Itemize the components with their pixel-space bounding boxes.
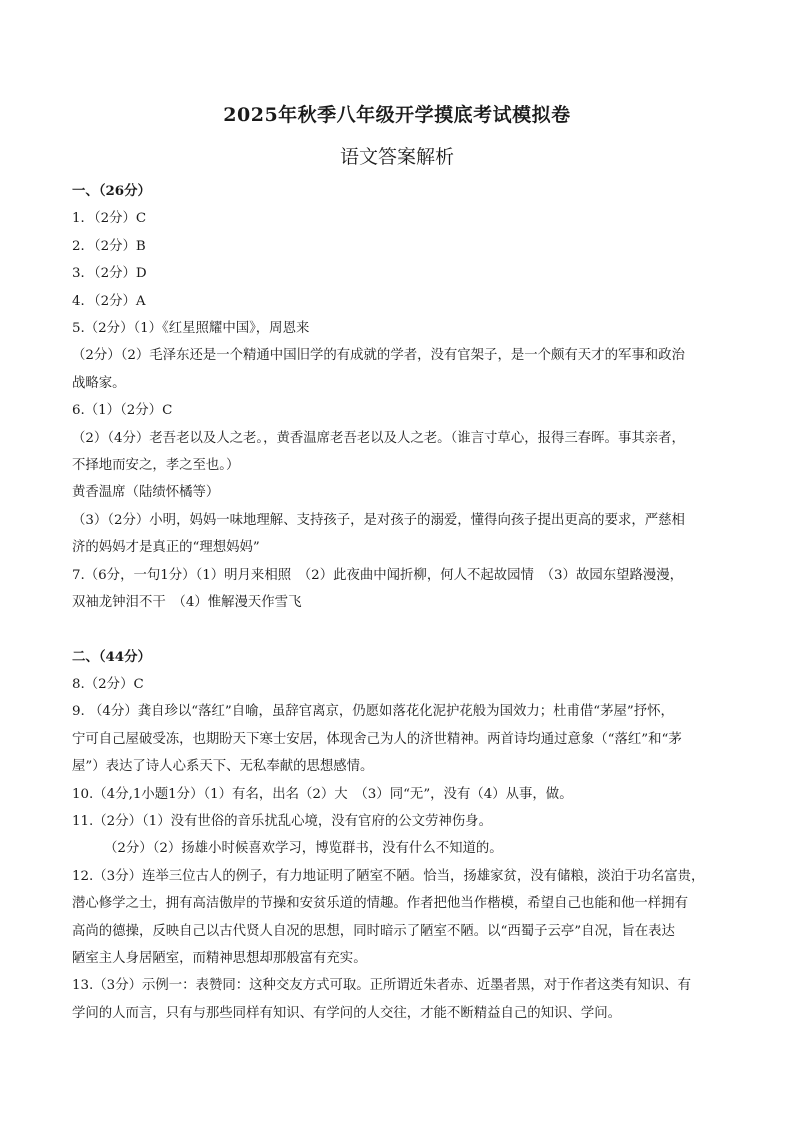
text-line: 战略家。 [72, 375, 126, 391]
answer-q5-part2 [72, 342, 732, 397]
answer-q11-part2: （2分）（2）扬雄小时候喜欢学习，博览群书，没有什么不知道的。 [104, 841, 503, 857]
answer-q6-example: 黄香温席（陆绩怀橘等） [72, 485, 220, 501]
answer-content [72, 178, 732, 1027]
answer-q1: 1．（2分）C [72, 211, 147, 227]
answer-q10: 10.（4分,1小题1分）（1）有名，出名（2）大 （3）同“无”，没有（4）从事，做。 [72, 786, 573, 802]
document-subtitle: 语文答案解析 [339, 146, 454, 168]
text-line: （2分）（2）毛泽东还是一个精通中国旧学的有成就的学者，没有官架子，是一个颇有天才的军事和政治 [72, 348, 685, 364]
text-line: （2）（4分）老吾老以及人之老。，黄香温席老吾老以及人之老。（谁言寸草心，报得三春晖。事其亲者， [72, 430, 685, 446]
text-line: 7.（6分，一句1分）（1）明月来相照 （2）此夜曲中闻折柳，何人不起故园情 （3）故园东望路漫漫， [72, 567, 684, 583]
answer-q8: 8.（2分）C [72, 676, 144, 692]
answer-q6-part2 [72, 425, 732, 480]
text-line: 高尚的德操，反映自己以古代贤人自况的思想，同时暗示了陋室不陋。以“西蜀子云亭”自况，旨在表达 [72, 923, 675, 939]
answer-q12 [72, 863, 732, 973]
text-line: 屋”）表达了诗人心系天下、无私奉献的思想感情。 [72, 759, 374, 775]
document-title: 2025年秋季八年级开学摸底考试模拟卷 [223, 104, 571, 126]
text-line: 9. （4分）龚自珍以“落红”自喻，虽辞官离京，仍愿如落花化泥护花般为国效力；杜甫借“茅屋”抒怀， [72, 704, 674, 720]
answer-q6-part1: 6.（1）（2分）C [72, 403, 173, 419]
text-line: 宁可自己屋破受冻，也期盼天下寒士安居，体现舍己为人的济世精神。两首诗均通过意象（“落红”和“茅 [72, 731, 682, 747]
answer-q7 [72, 562, 732, 617]
text-line: （3）（2分）小明，妈妈一味地理解、支持孩子，是对孩子的溺爱，懂得向孩子提出更高的要求，严慈相 [72, 512, 685, 528]
text-line: 不择地而安之，孝之至也。） [72, 458, 240, 474]
answer-q2: 2．（2分）B [72, 238, 146, 254]
answer-q11-part1: 11.（2分）（1）没有世俗的音乐扰乱心境，没有官府的公文劳神伤身。 [72, 813, 492, 829]
text-line: 13.（3分）示例一：表赞同：这种交友方式可取。正所谓近朱者赤、近墨者黑，对于作者这类有知识、有 [72, 978, 691, 994]
text-line: 双袖龙钟泪不干 （4）惟解漫天作雪飞 [72, 595, 302, 611]
text-line: 12.（3分）连举三位古人的例子，有力地证明了陋室不陋。恰当，扬雄家贫，没有储粮，淡泊于功名富贵， [72, 868, 705, 884]
answer-q13 [72, 972, 732, 1027]
section-spacer [72, 617, 732, 644]
text-line: 潜心修学之士，拥有高洁傲岸的节操和安贫乐道的情趣。作者把他当作楷模，希望自己也能和他一样拥有 [72, 896, 688, 912]
section-1-heading: 一、（26分） [72, 183, 151, 199]
answer-q5-part1: 5.（2分）（1）《红星照耀中国》，周恩来 [72, 321, 310, 337]
answer-q3: 3．（2分）D [72, 266, 147, 282]
text-line: 济的妈妈才是真正的“理想妈妈” [72, 540, 260, 556]
answer-q9 [72, 698, 732, 780]
answer-q4: 4．（2分）A [72, 293, 146, 309]
section-2-heading: 二、（44分） [72, 648, 151, 665]
text-line: 陋室主人身居陋室，而精神思想却那般富有充实。 [72, 950, 367, 966]
text-line: 学问的人而言，只有与那些同样有知识、有学问的人交往，才能不断精益自己的知识、学问。 [72, 1005, 622, 1021]
answer-q6-part3 [72, 507, 732, 562]
